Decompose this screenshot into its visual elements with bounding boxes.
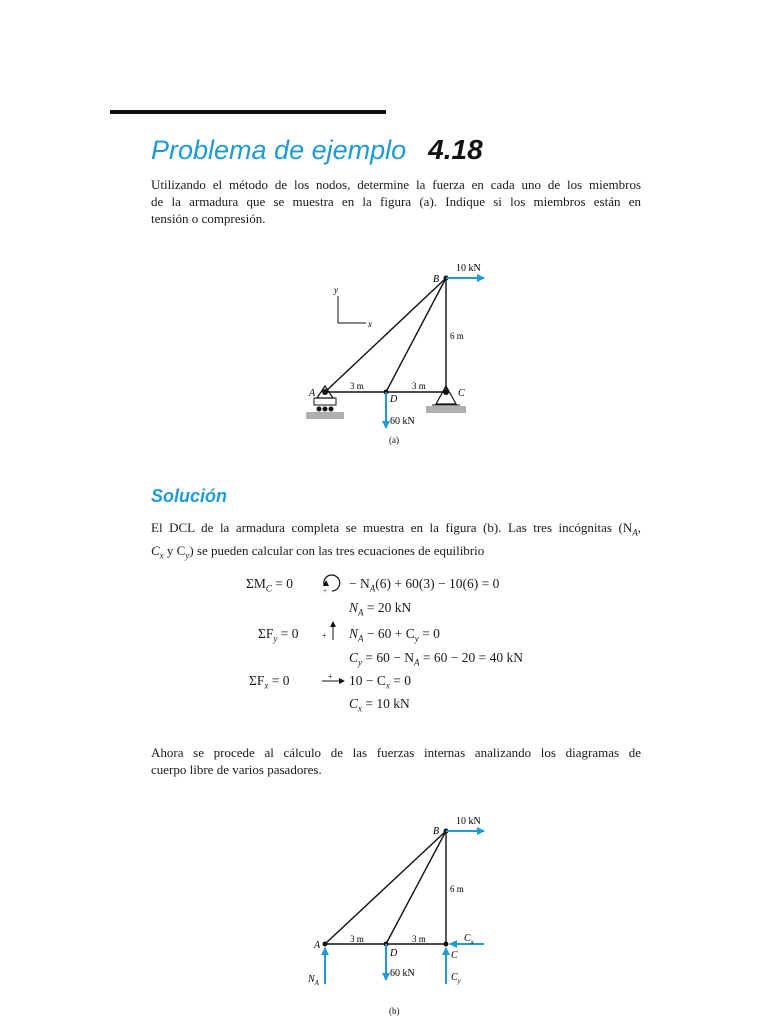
label-10kn: 10 kN [456, 263, 481, 274]
equation-fy: $\Sigma F_y = 0$ [258, 626, 299, 644]
label-node-d: D [390, 394, 398, 405]
intro-line: de la armadura que se muestra en la figura (a). Indique si los miembros están en [151, 194, 641, 209]
dim-6m: 6 m [450, 331, 464, 341]
svg-text:+: + [323, 587, 327, 595]
dim-ad: 3 m [350, 381, 364, 391]
label-node-c: C [451, 950, 458, 961]
label-node-a: A [309, 388, 316, 399]
label-60kn: 60 kN [390, 416, 415, 427]
equation-fy-right: $N_A - 60 + C_y = 0$ [349, 626, 440, 644]
axis-y-label: y [334, 285, 338, 295]
member-db [386, 831, 446, 944]
dim-dc: 3 m [412, 381, 426, 391]
equation-cx-result: $C_x = 10$ kN [349, 696, 410, 714]
dim-6m: 6 m [450, 884, 464, 894]
svg-text:+: + [322, 631, 327, 640]
joint-a [323, 942, 328, 947]
caption-b: (b) [389, 1006, 400, 1016]
label-cx: $C_x$ [464, 933, 474, 946]
member-ab [325, 831, 446, 944]
equation-moment: $\Sigma M_C = 0$ [246, 576, 294, 594]
label-node-b: B [433, 274, 440, 285]
problem-number: 4.18 [428, 134, 483, 165]
axis-x-label: x [368, 319, 372, 329]
solution-heading: Solución [151, 486, 227, 506]
intro-line: tensión o compresión. [151, 211, 266, 226]
intro-line: Utilizando el método de los nodos, determine la fuerza en cada uno de los miembros [151, 177, 641, 192]
joint-c [444, 942, 449, 947]
label-node-c: C [458, 388, 465, 399]
label-cy: $C_y$ [451, 972, 461, 985]
label-node-a: A [314, 940, 321, 951]
outro-line: cuerpo libre de varios pasadores. [151, 762, 322, 777]
outro-line: Ahora se procede al cálculo de las fuerzas internas analizando los diagramas de [151, 745, 641, 760]
problem-title: Problema de ejemplo [151, 135, 407, 165]
solution-line: El DCL de la armadura completa se muestra en la figura (b). Las tres incógnitas ($N_A$, [151, 520, 641, 538]
solution-line: $C_x$ y $C_y$) se pueden calcular con las tres ecuaciones de equilibrio [151, 542, 485, 561]
equation-moment-right: − $N_A(6) + 60(3) - 10(6) = 0$ [349, 576, 500, 594]
svg-text:+: + [328, 672, 333, 681]
equation-na-result: $N_A = 20$ kN [349, 600, 412, 618]
truss-members-b [325, 831, 446, 944]
equation-fx-right: $10 - C_x = 0$ [349, 673, 411, 691]
dim-ad: 3 m [350, 934, 364, 944]
equation-cy-result: $C_y = 60 - N_A = 60 - 20 = 40$ kN [349, 650, 523, 668]
label-na: $N_A$ [308, 974, 319, 987]
dim-dc: 3 m [412, 934, 426, 944]
caption-a: (a) [389, 435, 399, 445]
label-10kn: 10 kN [456, 816, 481, 827]
label-node-b: B [433, 826, 440, 837]
label-60kn: 60 kN [390, 968, 415, 979]
label-node-d: D [390, 948, 398, 959]
equation-fx: $\Sigma F_x = 0$ [249, 673, 290, 691]
